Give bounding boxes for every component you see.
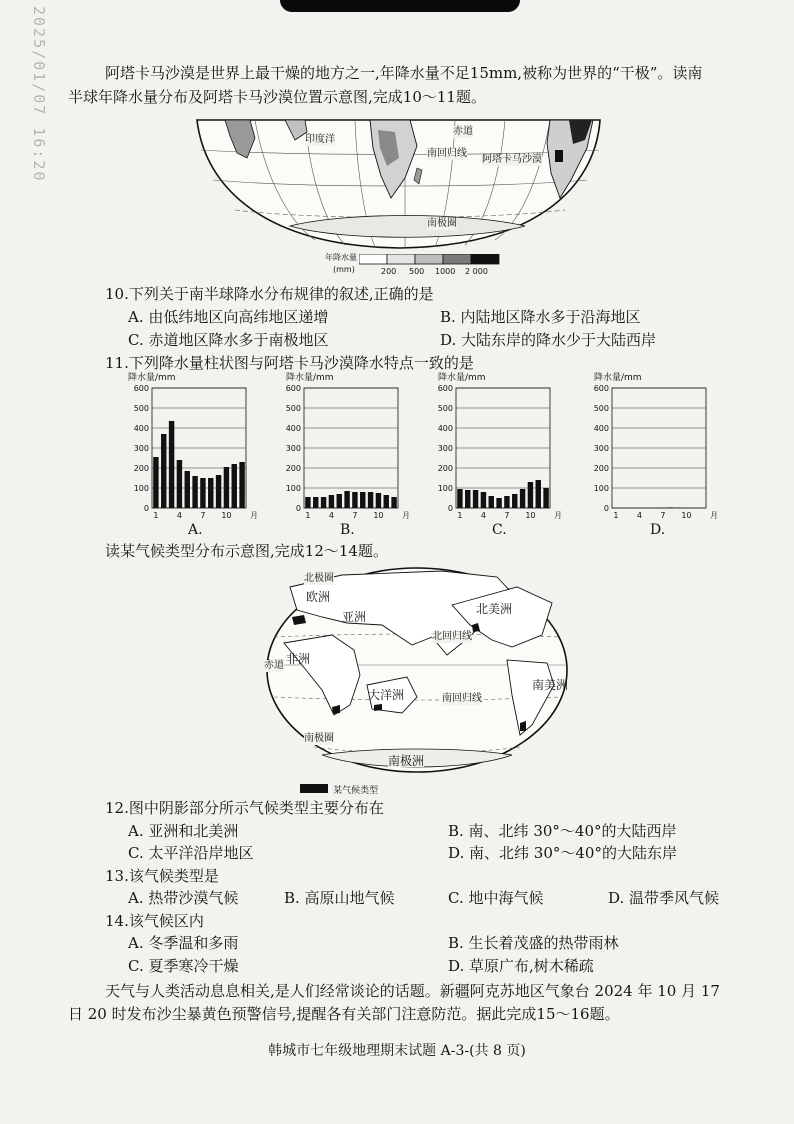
- chart-a-bar: [185, 471, 190, 508]
- chart-c-xtick: 4: [480, 511, 486, 520]
- chart-b-ytick: 300: [285, 444, 301, 453]
- chart-b-letter: B.: [340, 522, 355, 538]
- question-13-option-a: A. 热带沙漠气候: [128, 889, 239, 907]
- chart-c-letter: C.: [492, 522, 507, 538]
- scan-top-edge: [280, 0, 520, 12]
- question-14-option-b: B. 生长着茂盛的热带雨林: [448, 934, 619, 952]
- chart-d-ytick: 100: [593, 484, 609, 493]
- chart-d-bar: [668, 507, 673, 508]
- chart-b-ytick: 0: [295, 504, 301, 513]
- chart-c-xtick: 1: [457, 511, 463, 520]
- chart-c-bar: [465, 490, 470, 508]
- chart-c-ylabel: 降水量/mm: [438, 373, 486, 383]
- chart-d-ylabel: 降水量/mm: [594, 373, 642, 383]
- chart-b-bar: [305, 497, 310, 508]
- climate-legend: [300, 778, 378, 797]
- question-11-stem: 11.下列降水量柱状图与阿塔卡马沙漠降水特点一致的是: [105, 354, 474, 372]
- chart-a-ytick: 500: [133, 404, 149, 413]
- label-antarctic-circle-map2: 南极圈: [304, 733, 334, 744]
- chart-d-xtick: 4: [636, 511, 642, 520]
- chart-a-bar: [232, 464, 237, 508]
- chart-c-bar: [481, 492, 486, 508]
- chart-c-bar: [536, 480, 541, 508]
- legend-tick-2000: 2 000: [465, 267, 488, 276]
- chart-a-xtick: 10: [221, 511, 232, 520]
- label-south-america: 南美洲: [532, 678, 569, 692]
- question-10-option-d: D. 大陆东岸的降水少于大陆西岸: [440, 331, 657, 349]
- chart-b-bar: [368, 492, 373, 508]
- map1-drawing: [195, 118, 605, 268]
- question-12-option-d: D. 南、北纬 30°～40°的大陆东岸: [448, 844, 677, 862]
- world-climate-type-map: [262, 565, 572, 785]
- chart-b-xtick: 1: [305, 511, 311, 520]
- chart-b-bar: [344, 491, 349, 508]
- chart-a-ytick: 200: [133, 464, 149, 473]
- chart-b-ytick: 400: [285, 424, 301, 433]
- chart-b-bar: [329, 495, 334, 508]
- chart-b-xtick: 4: [328, 511, 334, 520]
- chart-a-bar: [169, 421, 174, 508]
- question-13-option-c: C. 地中海气候: [448, 889, 544, 907]
- chart-d-ytick: 0: [603, 504, 609, 513]
- question-14-stem: 14.该气候区内: [105, 912, 204, 930]
- label-asia: 亚洲: [342, 610, 367, 624]
- legend-tick-500: 500: [409, 267, 425, 276]
- chart-a-ylabel: 降水量/mm: [128, 373, 176, 383]
- chart-b-bar: [321, 497, 326, 508]
- chart-c-ytick: 100: [437, 484, 453, 493]
- chart-c-bar: [504, 496, 509, 508]
- chart-a-bar: [200, 478, 205, 508]
- question-12-option-a: A. 亚洲和北美洲: [128, 822, 239, 840]
- chart-b-bar: [352, 492, 357, 508]
- chart-a-bar: [224, 467, 229, 508]
- chart-a-letter: A.: [188, 522, 203, 538]
- chart-d-xtick: 7: [660, 511, 666, 520]
- chart-a-ytick: 600: [133, 384, 149, 393]
- chart-d-letter: D.: [650, 522, 666, 538]
- chart-a-bar: [192, 476, 197, 508]
- question-12-option-c: C. 太平洋沿岸地区: [128, 844, 254, 862]
- question-10-stem: 10.下列关于南半球降水分布规律的叙述,正确的是: [105, 285, 434, 303]
- question-13-stem: 13.该气候类型是: [105, 867, 219, 885]
- label-tropic-of-cancer: 北回归线: [432, 631, 472, 642]
- precipitation-legend: [325, 250, 525, 280]
- question-12-option-b: B. 南、北纬 30°～40°的大陆西岸: [448, 822, 677, 840]
- legend-unit: (mm): [333, 265, 355, 274]
- chart-b-ytick: 500: [285, 404, 301, 413]
- chart-d-xtick: 10: [681, 511, 692, 520]
- chart-b-ytick: 600: [285, 384, 301, 393]
- chart-d-ytick: 300: [593, 444, 609, 453]
- question-12-stem: 12.图中阴影部分所示气候类型主要分布在: [105, 799, 384, 817]
- chart-d-plot: [588, 382, 718, 530]
- chart-c-ytick: 400: [437, 424, 453, 433]
- chart-c-xunit: 月: [554, 511, 562, 520]
- chart-c-ytick: 500: [437, 404, 453, 413]
- chart-c-bar: [520, 489, 525, 508]
- chart-b-ytick: 100: [285, 484, 301, 493]
- chart-c-bar: [473, 490, 478, 508]
- chart-d-xtick: 1: [613, 511, 619, 520]
- legend-swatch: [300, 784, 328, 793]
- chart-b-ytick: 200: [285, 464, 301, 473]
- label-europe: 欧洲: [306, 590, 331, 604]
- legend-label: 某气候类型: [333, 786, 379, 796]
- label-indian-ocean: 印度洋: [305, 134, 335, 145]
- scan-timestamp: 2025/01/07 16:20: [30, 6, 48, 183]
- chart-a-ytick: 0: [143, 504, 149, 513]
- chart-b-bar: [391, 497, 396, 508]
- chart-c-bar: [543, 488, 548, 508]
- chart-c-ytick: 600: [437, 384, 453, 393]
- chart-a-ytick: 100: [133, 484, 149, 493]
- label-africa: 非洲: [286, 652, 311, 666]
- chart-c-xtick: 10: [525, 511, 536, 520]
- chart-b-xtick: 10: [373, 511, 384, 520]
- label-equator: 赤道: [453, 126, 473, 137]
- intro-paragraph-line2: 半球年降水量分布及阿塔卡马沙漠位置示意图,完成10～11题。: [68, 88, 486, 106]
- intro-paragraph-line1: 阿塔卡马沙漠是世界上最干燥的地方之一,年降水量不足15mm,被称为世界的“干极”。读南: [105, 64, 703, 82]
- question-14-option-d: D. 草原广布,树木稀疏: [448, 957, 594, 975]
- chart-a-bar: [216, 475, 221, 508]
- chart-d-ytick: 600: [593, 384, 609, 393]
- chart-c-ytick: 200: [437, 464, 453, 473]
- question-10-option-b: B. 内陆地区降水多于沿海地区: [440, 308, 641, 326]
- label-antarctica: 南极洲: [388, 754, 425, 768]
- chart-b-bar: [384, 495, 389, 508]
- intro-paragraph-3-line1: 天气与人类活动息息相关,是人们经常谈论的话题。新疆阿克苏地区气象台 2024 年 10 月 17: [105, 982, 720, 1000]
- chart-a-bar: [161, 434, 166, 508]
- chart-b-bar: [313, 497, 318, 508]
- chart-c-plot: [432, 382, 562, 530]
- chart-b-bar: [360, 492, 365, 508]
- chart-b-ylabel: 降水量/mm: [286, 373, 334, 383]
- chart-a-bar: [208, 478, 213, 508]
- chart-d-ytick: 400: [593, 424, 609, 433]
- chart-b-plot: [280, 382, 410, 530]
- chart-a-xunit: 月: [250, 511, 258, 520]
- legend-tick-200: 200: [381, 267, 397, 276]
- chart-c-ytick: 300: [437, 444, 453, 453]
- question-10-option-a: A. 由低纬地区向高纬地区递增: [128, 308, 329, 326]
- page-footer: 韩城市七年级地理期末试题 A-3-(共 8 页): [268, 1043, 526, 1059]
- chart-b-bar: [337, 494, 342, 508]
- chart-c-ytick: 0: [447, 504, 453, 513]
- question-14-option-c: C. 夏季寒冷干燥: [128, 957, 239, 975]
- chart-c-bar: [496, 498, 501, 508]
- chart-a-bar: [177, 460, 182, 508]
- legend-scale-bar: [359, 254, 509, 266]
- label-atacama-desert: 阿塔卡马沙漠: [482, 154, 542, 165]
- legend-tick-1000: 1000: [435, 267, 456, 276]
- question-14-option-a: A. 冬季温和多雨: [128, 934, 239, 952]
- chart-b-xtick: 7: [352, 511, 358, 520]
- chart-d-ytick: 200: [593, 464, 609, 473]
- chart-c-bar: [512, 494, 517, 508]
- chart-d-xunit: 月: [710, 511, 718, 520]
- label-antarctic-circle: 南极圈: [427, 218, 457, 229]
- label-tropic-of-capricorn-map2: 南回归线: [442, 693, 482, 704]
- question-13-option-b: B. 高原山地气候: [284, 889, 395, 907]
- intro-paragraph-3-line2: 日 20 时发布沙尘暴黄色预警信号,提醒各有关部门注意防范。据此完成15～16题。: [68, 1005, 620, 1023]
- label-tropic-of-capricorn: 南回归线: [427, 148, 467, 159]
- chart-b-xunit: 月: [402, 511, 410, 520]
- chart-a-xtick: 7: [200, 511, 206, 520]
- label-oceania: 大洋洲: [368, 688, 405, 702]
- chart-a-bar: [153, 457, 158, 508]
- legend-title: 年降水量: [325, 253, 357, 262]
- chart-c-xtick: 7: [504, 511, 510, 520]
- chart-a-xtick: 4: [176, 511, 182, 520]
- chart-a-plot: [128, 382, 258, 530]
- chart-a-bar: [239, 462, 244, 508]
- question-10-option-c: C. 赤道地区降水多于南极地区: [128, 331, 329, 349]
- chart-b-bar: [376, 493, 381, 508]
- label-equator-map2: 赤道: [264, 660, 284, 671]
- chart-a-ytick: 400: [133, 424, 149, 433]
- southern-hemisphere-precipitation-map: [195, 118, 605, 268]
- intro-paragraph-2: 读某气候类型分布示意图,完成12～14题。: [105, 542, 388, 560]
- chart-d-ytick: 500: [593, 404, 609, 413]
- chart-c-bar: [489, 496, 494, 508]
- chart-c-bar: [528, 482, 533, 508]
- chart-c-bar: [457, 489, 462, 508]
- chart-a-ytick: 300: [133, 444, 149, 453]
- label-arctic-circle: 北极圈: [304, 573, 334, 584]
- question-13-option-d: D. 温带季风气候: [608, 889, 720, 907]
- label-north-america: 北美洲: [476, 602, 513, 616]
- chart-a-xtick: 1: [153, 511, 159, 520]
